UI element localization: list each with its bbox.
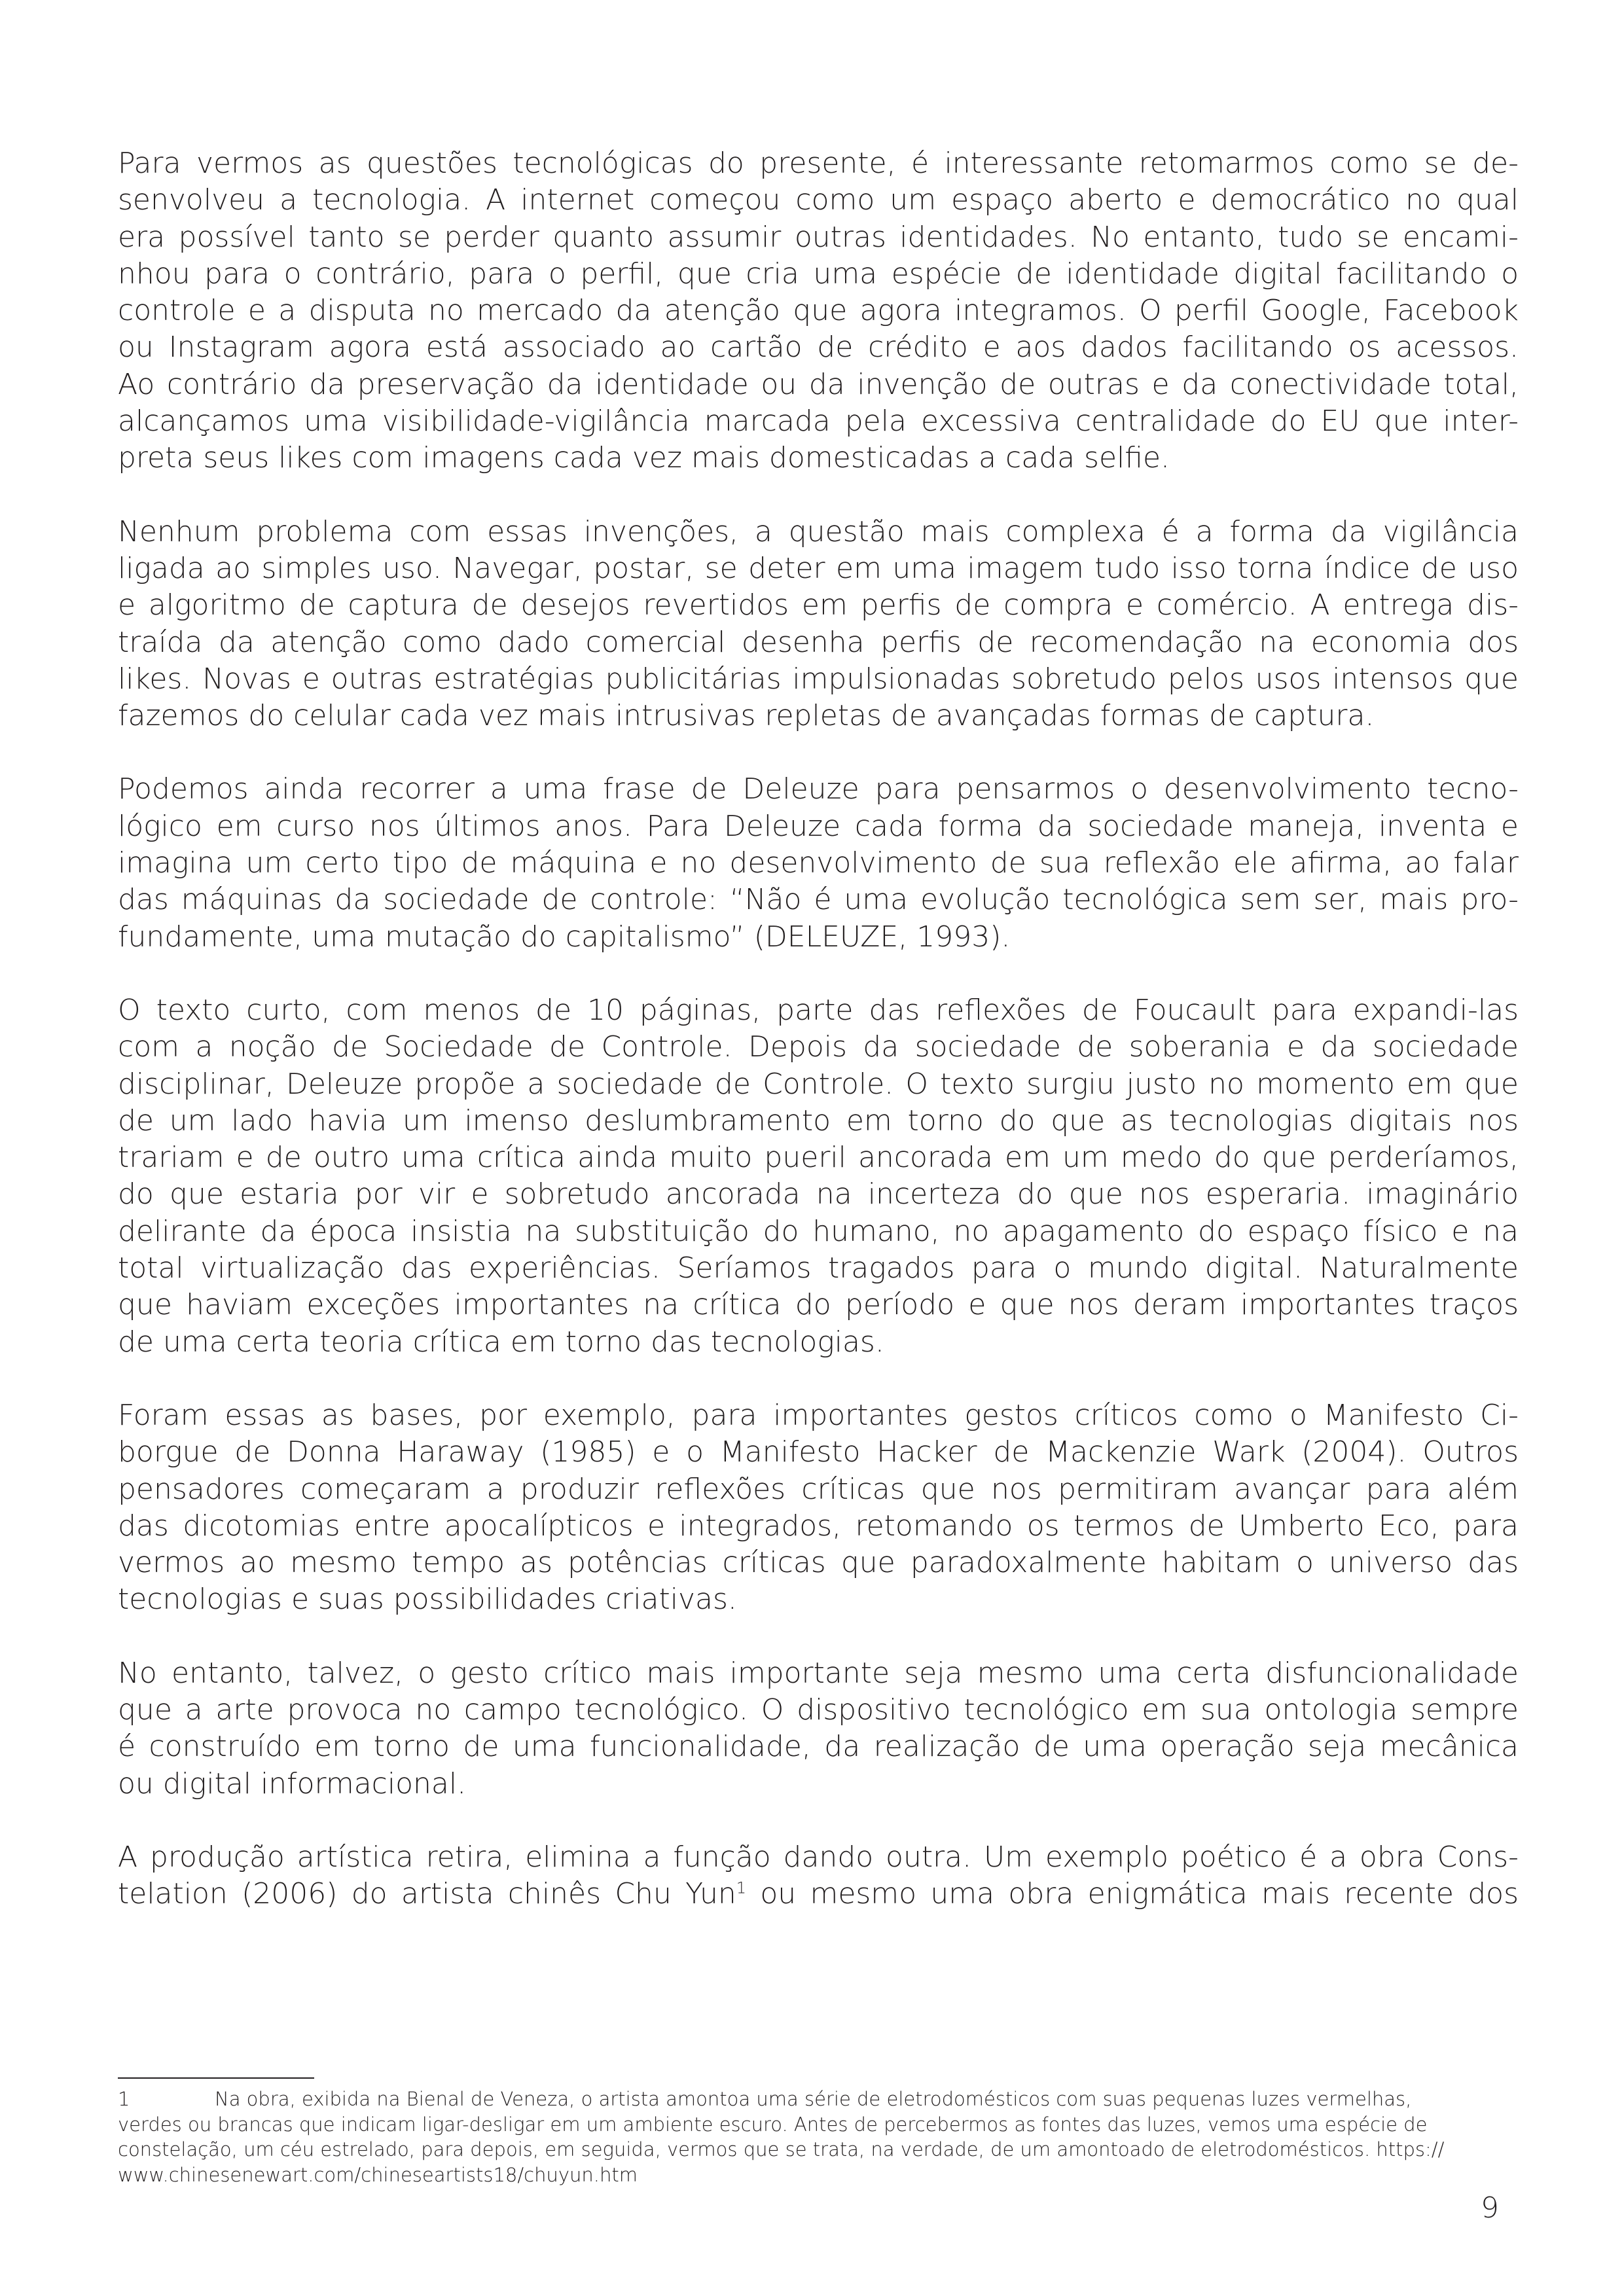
text-line: disciplinar, Deleuze propõe a sociedade de Controle. O texto surgiu justo no momento em que <box>118 1067 1519 1101</box>
text-line: é construído em torno de uma funcionalidade, da realização de uma operação seja mecânica <box>118 1730 1519 1764</box>
footnote-line <box>118 2087 1519 2112</box>
text-line: total virtualização das experiências. Seríamos tragados para o mundo digital. Naturalmente <box>118 1251 1519 1285</box>
text-line: Para vermos as questões tecnológicas do presente, é interessante retomarmos como se de- <box>118 147 1519 180</box>
text-line: borgue de Donna Haraway (1985) e o Manifesto Hacker de Mackenzie Wark (2004). Outros <box>118 1435 1519 1469</box>
text-line: de um lado havia um imenso deslumbramento em torno do que as tecnologias digitais nos <box>118 1103 1519 1138</box>
text-line: trariam e de outro uma crítica ainda muito pueril ancorada em um medo do que perderíamos, <box>118 1141 1519 1175</box>
text-line: do que estaria por vir e sobretudo ancorada na incerteza do que nos esperaria. imaginário <box>118 1177 1519 1211</box>
text-line: de uma certa teoria crítica em torno das tecnologias. <box>118 1325 884 1359</box>
text-line: A produção artística retira, elimina a função dando outra. Um exemplo poético é a obra Cons- <box>118 1840 1519 1874</box>
paragraph-5 <box>118 1397 1519 1619</box>
text-line-end: ou mesmo uma obra enigmática mais recente dos <box>746 1877 1519 1911</box>
text-line: ou Instagram agora está associado ao cartão de crédito e aos dados facilitando os acessos. <box>118 331 1519 365</box>
body-text <box>118 145 1519 1949</box>
paragraph-2 <box>118 514 1519 735</box>
text-line-start: telation (2006) do artista chinês Chu Yun <box>118 1877 736 1911</box>
text-line: nhou para o contrário, para o perfil, que cria uma espécie de identidade digital facilitando o <box>118 257 1519 291</box>
text-line: vermos ao mesmo tempo as potências críticas que paradoxalmente habitam o universo das <box>118 1546 1519 1580</box>
paragraph-6 <box>118 1655 1519 1803</box>
text-line: alcançamos uma visibilidade-vigilância marcada pela excessiva centralidade do EU que inter- <box>118 404 1519 439</box>
text-line: O texto curto, com menos de 10 páginas, parte das reflexões de Foucault para expandi-las <box>118 993 1519 1027</box>
text-line: ou digital informacional. <box>118 1767 467 1801</box>
footnote-text: Na obra, exibida na Bienal de Veneza, o artista amontoa uma série de eletrodomésticos com suas pequenas luzes vermelhas, <box>215 2088 1412 2110</box>
text-line: tecnologias e suas possibilidades criativas. <box>118 1583 737 1617</box>
footnote-divider <box>118 2077 314 2079</box>
text-line: senvolveu a tecnologia. A internet começou como um espaço aberto e democrático no qual <box>118 183 1519 217</box>
text-line: que a arte provoca no campo tecnológico. O dispositivo tecnológico em sua ontologia sempre <box>118 1693 1519 1727</box>
text-line: preta seus likes com imagens cada vez mais domesticadas a cada selfie. <box>118 441 1170 475</box>
text-line: lógico em curso nos últimos anos. Para Deleuze cada forma da sociedade maneja, inventa e <box>118 809 1519 843</box>
paragraph-4 <box>118 992 1519 1361</box>
footnote-reference[interactable]: 1 <box>736 1878 747 1897</box>
text-line: que haviam exceções importantes na crítica do período e que nos deram importantes traços <box>118 1288 1519 1322</box>
text-line: Ao contrário da preservação da identidade ou da invenção de outras e da conectividade total, <box>118 367 1519 401</box>
footnote <box>118 2087 1519 2187</box>
footnote-url[interactable]: www.chinesenewart.com/chineseartists18/chuyun.htm <box>118 2163 638 2186</box>
text-line <box>118 1876 1519 1912</box>
text-line: e algoritmo de captura de desejos revertidos em perfis de compra e comércio. A entrega dis- <box>118 588 1519 622</box>
text-line: Foram essas as bases, por exemplo, para importantes gestos críticos como o Manifesto Ci- <box>118 1398 1519 1432</box>
text-line: das dicotomias entre apocalípticos e integrados, retomando os termos de Umberto Eco, para <box>118 1509 1519 1543</box>
text-line: traída da atenção como dado comercial desenha perfis de recomendação na economia dos <box>118 625 1519 659</box>
page-number: 9 <box>1481 2191 1499 2225</box>
footnote-line: constelação, um céu estrelado, para depois, em seguida, vermos que se trata, na verdade, de um amontoado de eletrodomésticos. https:// <box>118 2138 1445 2161</box>
text-line: fazemos do celular cada vez mais intrusivas repletas de avançadas formas de captura. <box>118 699 1375 733</box>
footnote-number: 1 <box>118 2088 130 2110</box>
text-line: controle e a disputa no mercado da atenção que agora integramos. O perfil Google, Facebook <box>118 294 1519 328</box>
text-line: era possível tanto se perder quanto assumir outras identidades. No entanto, tudo se encami- <box>118 220 1519 254</box>
text-line: pensadores começaram a produzir reflexões críticas que nos permitiram avançar para além <box>118 1472 1519 1506</box>
paragraph-3 <box>118 771 1519 955</box>
text-line: No entanto, talvez, o gesto crítico mais importante seja mesmo uma certa disfuncionalidade <box>118 1656 1519 1690</box>
paragraph-7 <box>118 1839 1519 1913</box>
footnote-line: verdes ou brancas que indicam ligar-desligar em um ambiente escuro. Antes de percebermos as fontes das luzes, vemos uma espécie de <box>118 2113 1428 2136</box>
text-line: Nenhum problema com essas invenções, a questão mais complexa é a forma da vigilância <box>118 514 1519 548</box>
text-line: fundamente, uma mutação do capitalismo” (DELEUZE, 1993). <box>118 920 1011 954</box>
text-line: das máquinas da sociedade de controle: “Não é uma evolução tecnológica sem ser, mais pro- <box>118 883 1519 917</box>
text-line: likes. Novas e outras estratégias publicitárias impulsionadas sobretudo pelos usos intensos que <box>118 662 1519 696</box>
text-line: ligada ao simples uso. Navegar, postar, se deter em uma imagem tudo isso torna índice de uso <box>118 551 1519 585</box>
text-line: imagina um certo tipo de máquina e no desenvolvimento de sua reflexão ele afirma, ao falar <box>118 846 1519 880</box>
paragraph-1 <box>118 145 1519 477</box>
text-line: com a noção de Sociedade de Controle. Depois da sociedade de soberania e da sociedade <box>118 1030 1519 1064</box>
text-line: Podemos ainda recorrer a uma frase de Deleuze para pensarmos o desenvolvimento tecno- <box>118 772 1519 806</box>
text-line: delirante da época insistia na substituição do humano, no apagamento do espaço físico e na <box>118 1214 1519 1248</box>
